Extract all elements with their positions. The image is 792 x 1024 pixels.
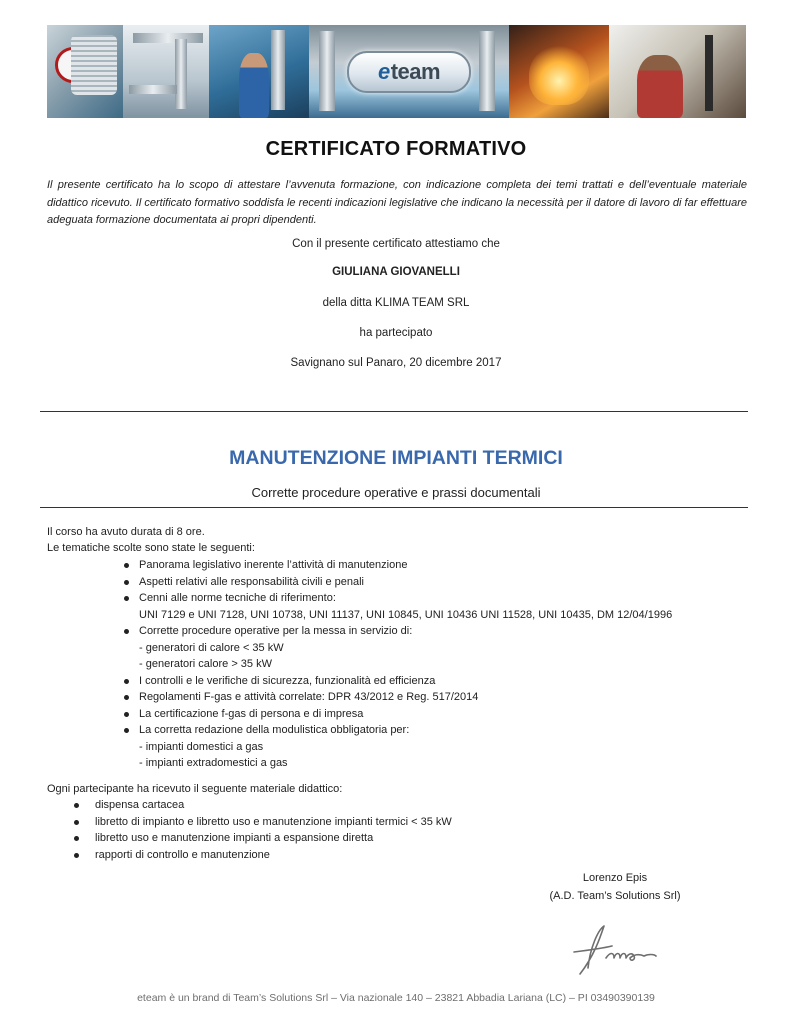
topic-item — [122, 722, 672, 772]
pipe-shape — [479, 31, 495, 111]
topic-text: Aspetti relativi alle responsabilità civili e penali — [139, 575, 365, 588]
participant-name: GIULIANA GIOVANELLI — [332, 266, 460, 278]
topic-text: I controlli e le verifiche di sicurezza, funzionalità ed efficienza — [139, 674, 436, 687]
pipe-shape — [175, 39, 187, 109]
topics-intro: Le tematiche scolte sono state le seguenti: — [47, 542, 255, 554]
topic-text: Corrette procedure operative per la messa in servizio di: — [139, 625, 413, 637]
ac-unit-icon — [71, 35, 117, 95]
header-banner — [47, 25, 746, 118]
certificate-title: CERTIFICATO FORMATIVO — [265, 138, 527, 160]
topic-item — [122, 689, 672, 706]
banner-photo-technician — [209, 25, 309, 118]
topic-text: La corretta redazione della modulistica obbligatoria per: — [139, 724, 410, 736]
topic-item — [122, 673, 672, 690]
topic-text: Cenni alle norme tecniche di riferimento: — [139, 592, 336, 604]
topic-text: Panorama legislativo inerente l’attività di manutenzione — [139, 559, 408, 571]
divider — [40, 507, 748, 508]
technician-figure — [239, 53, 269, 118]
material-item: libretto uso e manutenzione impianti a espansione diretta — [72, 830, 452, 847]
signatory-role: (A.D. Team’s Solutions Srl) — [549, 890, 681, 902]
course-title: MANUTENZIONE IMPIANTI TERMICI — [229, 447, 563, 469]
footer-text: eteam è un brand di Team’s Solutions Srl – Via nazionale 140 – 23821 Abbadia Lariana (LC) – PI 03490390139 — [137, 992, 655, 1004]
topic-item — [122, 623, 672, 673]
topic-text: La certificazione f-gas di persona e di impresa — [139, 707, 364, 720]
material-item: libretto di impianto e libretto uso e manutenzione impianti termici < 35 kW — [72, 814, 452, 831]
signatory-name: Lorenzo Epis — [582, 872, 648, 884]
banner-photo-boiler-room — [309, 25, 509, 118]
topic-subitem: - impianti domestici a gas — [139, 740, 264, 753]
material-item: dispensa cartacea — [72, 797, 452, 814]
topic-item — [122, 574, 672, 591]
attest-line: Con il presente certificato attestiamo che — [292, 238, 500, 250]
banner-photo-gauges — [47, 25, 123, 118]
course-duration: Il corso ha avuto durata di 8 ore. — [47, 526, 205, 538]
topic-subitem: - generatori calore > 35 kW — [139, 658, 272, 670]
materials-intro: Ogni partecipante ha ricevuto il seguente materiale didattico: — [47, 783, 343, 795]
pipe-shape — [129, 85, 177, 94]
flame-icon — [529, 45, 589, 105]
topic-item — [122, 557, 672, 574]
divider — [40, 411, 748, 412]
participation-line: ha partecipato — [359, 327, 433, 339]
certificate-intro: Il presente certificato ha lo scopo di attestare l’avvenuta formazione, con indicazione completa dei temi trattati e dell’eventuale materiale didattico ricevuto. Il certificato formativo soddisfa le recenti indicazioni legislative che indicano la necessità per il datore di lavoro di far effettuare adeguata formazione documentata ai propri dipendenti. — [47, 179, 747, 226]
materials-list — [72, 797, 452, 863]
eteam-logo: e team — [347, 51, 471, 93]
topic-item — [122, 706, 672, 723]
banner-photo-flame — [509, 25, 609, 118]
company-line: della ditta KLIMA TEAM SRL — [322, 297, 470, 309]
technician-figure — [637, 55, 683, 118]
pipe-shape — [319, 31, 335, 111]
banner-photo-pipes — [123, 25, 209, 118]
topic-subitem: UNI 7129 e UNI 7128, UNI 10738, UNI 11137, UNI 10845, UNI 10436 UNI 11528, UNI 10435, DM 12/04/1996 — [139, 608, 673, 621]
pipe-shape — [271, 30, 285, 110]
course-subtitle: Corrette procedure operative e prassi documentali — [251, 485, 541, 500]
pipe-shape — [133, 33, 203, 43]
material-item: rapporti di controllo e manutenzione — [72, 847, 452, 864]
tool-shape — [705, 35, 713, 111]
topic-text: Regolamenti F-gas e attività correlate: DPR 43/2012 e Reg. 517/2014 — [139, 691, 479, 703]
topic-item — [122, 590, 672, 623]
topics-list — [122, 557, 672, 772]
place-date: Savignano sul Panaro, 20 dicembre 2017 — [290, 357, 502, 369]
topic-subitem: - impianti extradomestici a gas — [139, 757, 288, 769]
topic-subitem: - generatori di calore < 35 kW — [139, 641, 284, 654]
banner-photo-service — [609, 25, 746, 118]
handwritten-signature — [560, 908, 680, 980]
